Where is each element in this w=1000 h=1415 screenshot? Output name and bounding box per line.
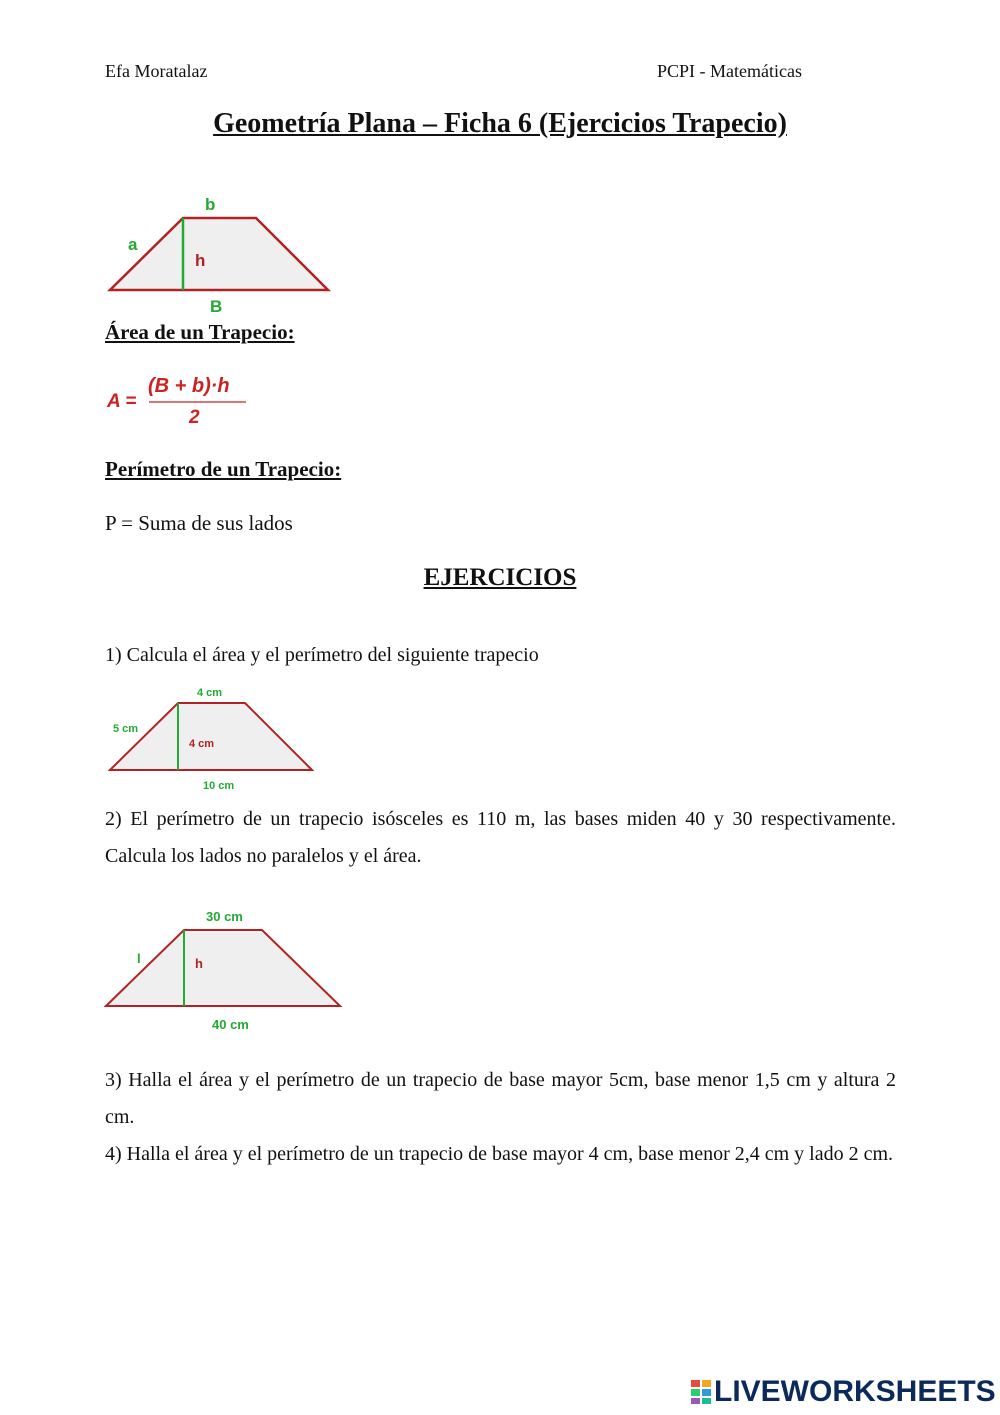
label-bottom-base: 10 cm (203, 780, 235, 792)
header-subject: PCPI - Matemáticas (657, 61, 802, 81)
label-side: l (137, 951, 141, 966)
exercises-title: EJERCICIOS (423, 564, 577, 591)
label-side: a (128, 235, 138, 254)
trapezoid-diagram-ex1 (105, 682, 320, 794)
formula-numerator: (B + b)·h (148, 375, 230, 397)
perimeter-heading: Perímetro de un Trapecio: (105, 457, 342, 481)
trapezoid-diagram-main (100, 190, 340, 318)
liveworksheets-logo (690, 1372, 996, 1412)
logo-text: LIVEWORKSHEETS (714, 1375, 996, 1408)
label-height: 4 cm (189, 738, 215, 750)
area-formula (105, 370, 255, 430)
label-height: h (195, 251, 206, 270)
label-top-base: 4 cm (197, 687, 223, 699)
logo-blocks-icon (690, 1379, 712, 1405)
trapezoid-shape (106, 930, 340, 1006)
label-small-base: b (205, 195, 216, 214)
header-school: Efa Moratalaz (105, 61, 208, 81)
exercise-4-text: 4) Halla el área y el perímetro de un trapecio de base mayor 4 cm, base menor 2,4 cm y lado 2 cm. (105, 1143, 894, 1165)
label-bottom-base: 40 cm (212, 1017, 249, 1032)
exercise-3-text: 3) Halla el área y el perímetro de un trapecio de base mayor 5cm, base menor 1,5 cm y altura 2 cm. (105, 1069, 896, 1128)
label-side: 5 cm (113, 723, 139, 735)
label-large-base: B (210, 297, 223, 316)
formula-lhs: A = (107, 391, 137, 412)
trapezoid-shape (110, 218, 328, 290)
formula-denominator: 2 (189, 407, 200, 428)
label-height: h (195, 956, 203, 971)
trapezoid-diagram-ex2 (100, 904, 348, 1034)
perimeter-formula: P = Suma de sus lados (105, 511, 293, 535)
exercise-2-text: 2) El perímetro de un trapecio isósceles es 110 m, las bases miden 40 y 30 respectivamente. Calcula los lados no paralelos y el área. (105, 808, 896, 867)
area-heading: Área de un Trapecio: (105, 320, 295, 344)
trapezoid-shape (110, 703, 312, 770)
exercise-1-text: 1) Calcula el área y el perímetro del siguiente trapecio (105, 644, 539, 666)
label-top-base: 30 cm (206, 909, 243, 924)
page-title: Geometría Plana – Ficha 6 (Ejercicios Trapecio) (213, 108, 787, 139)
